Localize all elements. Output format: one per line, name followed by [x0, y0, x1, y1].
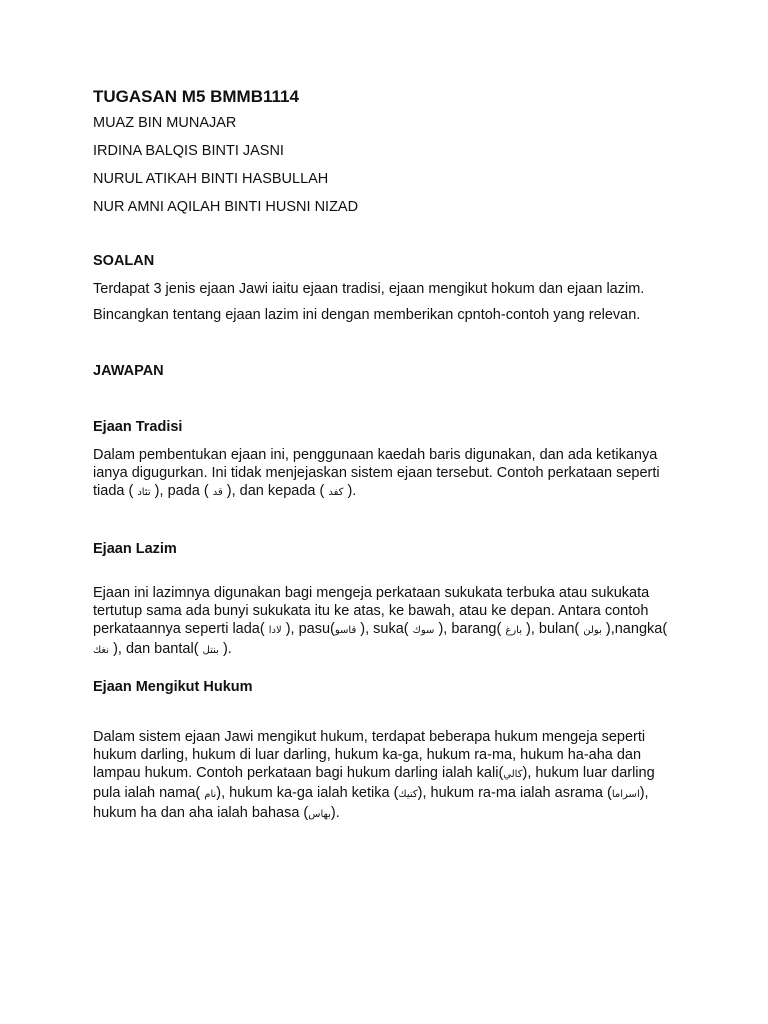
- jawi-word: كفد: [328, 487, 344, 498]
- student-name-2: IRDINA BALQIS BINTI JASNI: [93, 143, 284, 159]
- soalan-heading: SOALAN: [93, 253, 155, 269]
- jawi-word: سوك: [412, 625, 435, 636]
- ejaan-tradisi-paragraph: Dalam pembentukan ejaan ini, penggunaan kaedah baris digunakan, dan ada ketikanya ianya digugurkan. Ini tidak menjejaskan sistem ejaan tersebut. Contoh perkataan seperti tiada ( تئاد ), pada ( قد ), dan kepada ( كفد ).: [93, 447, 660, 499]
- student-name-3: NURUL ATIKAH BINTI HASBULLAH: [93, 171, 329, 187]
- document-page: [93, 86, 683, 824]
- jawapan-heading: JAWAPAN: [93, 363, 164, 379]
- jawi-word: تئاد: [137, 487, 151, 498]
- jawi-word: بهاس: [308, 809, 331, 820]
- jawi-word: بولن: [583, 625, 602, 636]
- jawi-word: بارغ: [505, 625, 522, 636]
- jawi-word: نام: [204, 789, 217, 800]
- student-name-1: MUAZ BIN MUNAJAR: [93, 115, 237, 131]
- ejaan-lazim-paragraph: Ejaan ini lazimnya digunakan bagi mengeja perkataan sukukata terbuka atau sukukata tertutup sama ada bunyi sukukata itu ke atas, ke bawah, atau ke depan. Antara contoh perkataannya seperti lada( لادا ), pasu(قاسو ), suka( سوك ), barang( بارغ ), bulan( بولن ),nangka( نغك ), dan bantal( بنتل ).: [93, 585, 668, 657]
- student-name-4: NUR AMNI AQILAH BINTI HUSNI NIZAD: [93, 199, 359, 215]
- jawi-word: اسراما: [611, 789, 640, 800]
- jawi-word: قد: [212, 487, 223, 498]
- jawi-word: كالي: [503, 769, 523, 780]
- ejaan-mengikut-hukum-heading: Ejaan Mengikut Hukum: [93, 679, 253, 695]
- jawi-word: كتيك: [398, 789, 418, 800]
- document-title: TUGASAN M5 BMMB1114: [93, 87, 299, 106]
- ejaan-mengikut-hukum-paragraph: Dalam sistem ejaan Jawi mengikut hukum, terdapat beberapa hukum mengeja seperti hukum darling, hukum di luar darling, hukum ka-ga, hukum ra-ma, hukum ha-aha dan lampau hukum. Contoh perkataan bagi hukum darling ialah kali(كالي), hukum luar darling pula ialah nama( نام), hukum ka-ga ialah ketika (كتيك), hukum ra-ma ialah asrama (اسراما), hukum ha dan aha ialah bahasa (بهاس).: [93, 729, 655, 821]
- jawi-word: نغك: [93, 645, 110, 656]
- jawi-word: بنتل: [202, 645, 219, 656]
- ejaan-tradisi-heading: Ejaan Tradisi: [93, 419, 183, 435]
- jawi-word: قاسو: [334, 625, 357, 636]
- soalan-paragraph-2: Bincangkan tentang ejaan lazim ini dengan memberikan cpntoh-contoh yang relevan.: [93, 307, 641, 323]
- jawi-word: لادا: [268, 625, 282, 636]
- ejaan-lazim-heading: Ejaan Lazim: [93, 541, 177, 557]
- soalan-paragraph-1: Terdapat 3 jenis ejaan Jawi iaitu ejaan tradisi, ejaan mengikut hokum dan ejaan lazim.: [93, 281, 645, 297]
